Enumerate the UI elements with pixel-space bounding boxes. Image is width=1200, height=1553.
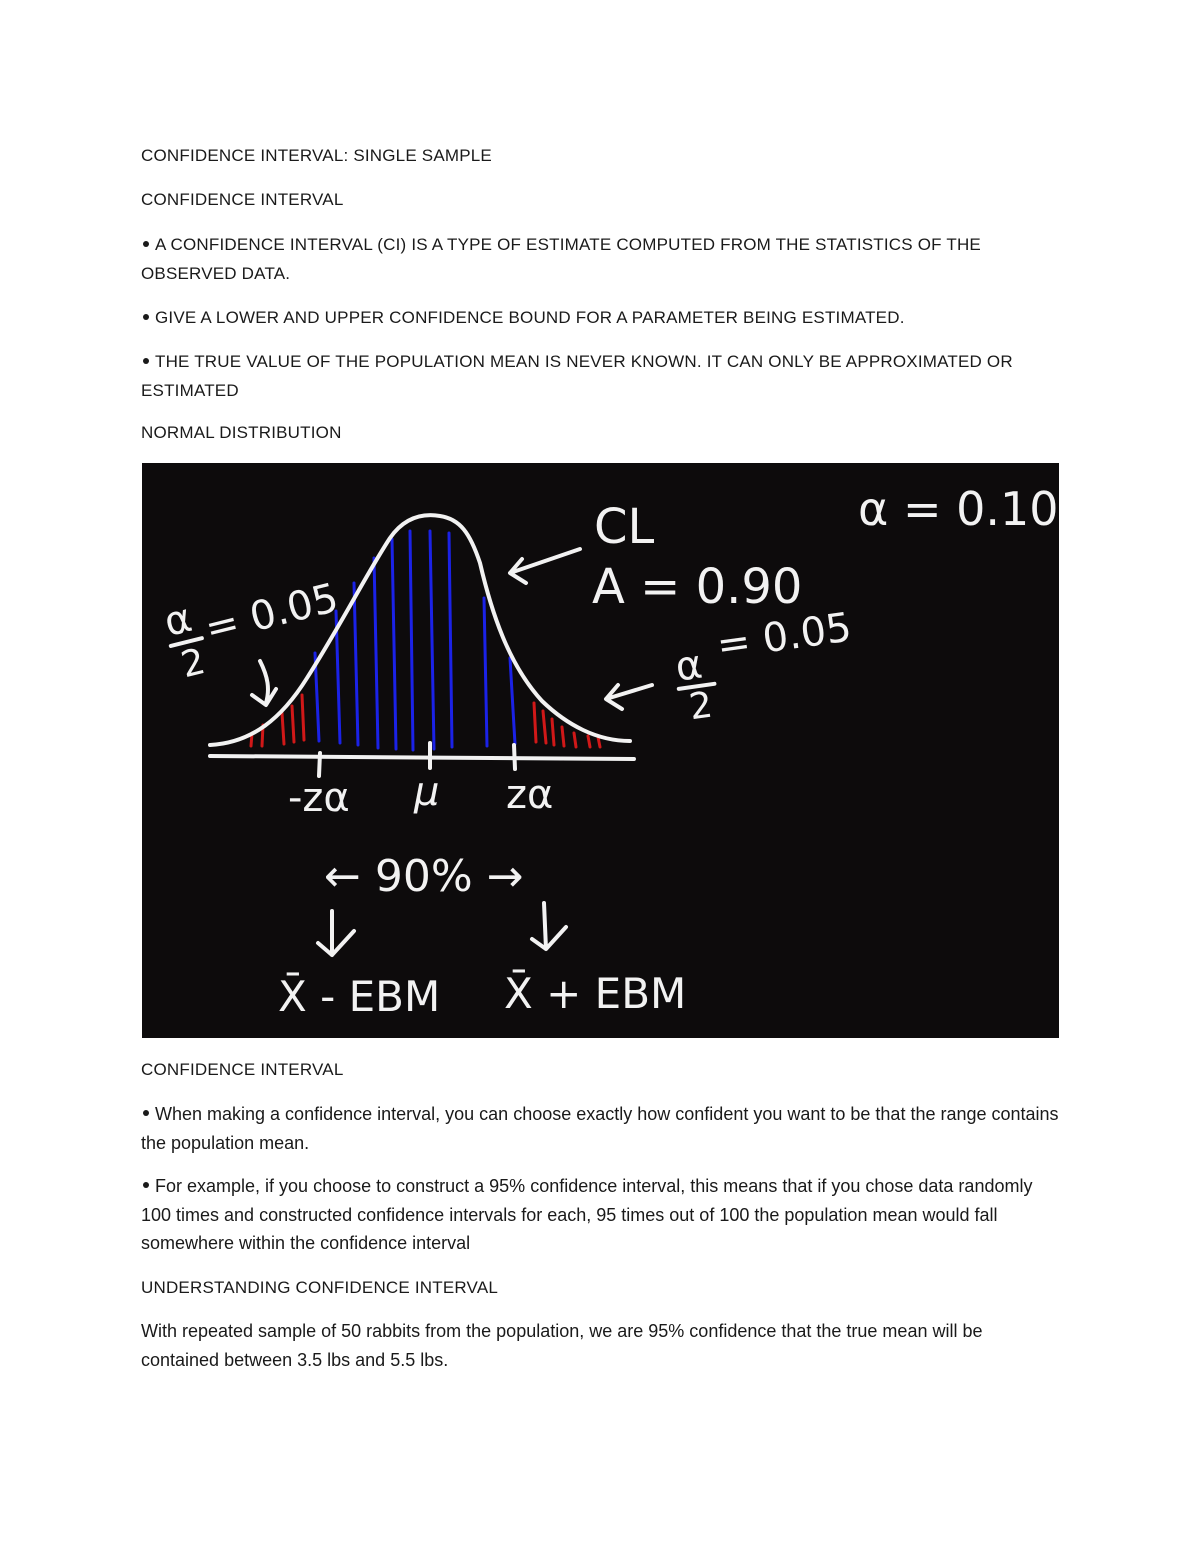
cl-value: A = 0.90 [592, 559, 803, 615]
section-heading-normal-distribution: NORMAL DISTRIBUTION [141, 423, 342, 442]
right-tail-annotation [670, 604, 862, 729]
svg-text:= 0.05: = 0.05 [714, 604, 855, 669]
svg-text:= 0.05: = 0.05 [200, 574, 343, 653]
svg-text:α: α [159, 594, 197, 646]
alpha-value: α = 0.10 [858, 482, 1059, 536]
left-tail-hatches [251, 695, 304, 746]
lower-bound-label: X̄ - EBM [278, 972, 441, 1021]
upper-bound-label: X̄ + EBM [504, 969, 687, 1018]
body-paragraph: With repeated sample of 50 rabbits from the population, we are 95% confidence that the true mean will be contained between 3.5 lbs and 5.5 lbs. [141, 1321, 983, 1370]
normal-distribution-figure [142, 463, 1059, 1038]
span-label: ← 90% → [324, 851, 524, 902]
bullet-item: A CONFIDENCE INTERVAL (CI) IS A TYPE OF ESTIMATE COMPUTED FROM THE STATISTICS OF THE OBSERVED DATA. [141, 235, 981, 283]
bullet-icon [143, 241, 149, 247]
right-down-arrow-icon [532, 903, 566, 949]
x-axis-line [210, 756, 634, 759]
section-heading-confidence-interval: CONFIDENCE INTERVAL [141, 1060, 344, 1079]
left-tail-annotation [160, 559, 350, 687]
section-heading-confidence-interval: CONFIDENCE INTERVAL [141, 190, 344, 209]
right-tail-arrow-icon [606, 685, 652, 709]
left-tail-arrow-icon [252, 661, 276, 705]
cl-arrow-icon [510, 549, 580, 583]
document-title: CONFIDENCE INTERVAL: SINGLE SAMPLE [141, 146, 492, 165]
center-area-hatches [315, 531, 515, 750]
right-tick-mark [514, 745, 515, 769]
bullet-item: For example, if you choose to construct a 95% confidence interval, this means that if you chose data randomly 100 times and constructed confidence intervals for each, 95 times out of 100 the population mean would fall somewhere within the confidence interval [141, 1176, 1033, 1253]
bullet-icon [143, 314, 149, 320]
section-heading-understanding: UNDERSTANDING CONFIDENCE INTERVAL [141, 1278, 499, 1297]
right-tail-hatches [534, 703, 600, 747]
svg-text:2: 2 [177, 640, 210, 687]
bullet-icon [143, 1110, 149, 1116]
bullet-icon [143, 1182, 149, 1188]
bullet-item: THE TRUE VALUE OF THE POPULATION MEAN IS NEVER KNOWN. IT CAN ONLY BE APPROXIMATED OR ESTIMATED [141, 352, 1013, 400]
svg-text:α: α [672, 641, 706, 691]
center-tick-label: μ [414, 769, 440, 815]
svg-text:2: 2 [686, 684, 716, 729]
right-tick-label: zα [506, 772, 554, 818]
bullet-item: When making a confidence interval, you can choose exactly how confident you want to be that the range contains the population mean. [141, 1104, 1059, 1153]
left-tick-label: -zα [288, 775, 350, 821]
cl-title: CL [594, 499, 655, 555]
bullet-item: GIVE A LOWER AND UPPER CONFIDENCE BOUND FOR A PARAMETER BEING ESTIMATED. [141, 303, 1061, 332]
bullet-icon [143, 358, 149, 364]
left-tick-mark [319, 753, 320, 776]
bell-curve-diagram [142, 463, 1059, 1038]
left-down-arrow-icon [318, 911, 354, 955]
